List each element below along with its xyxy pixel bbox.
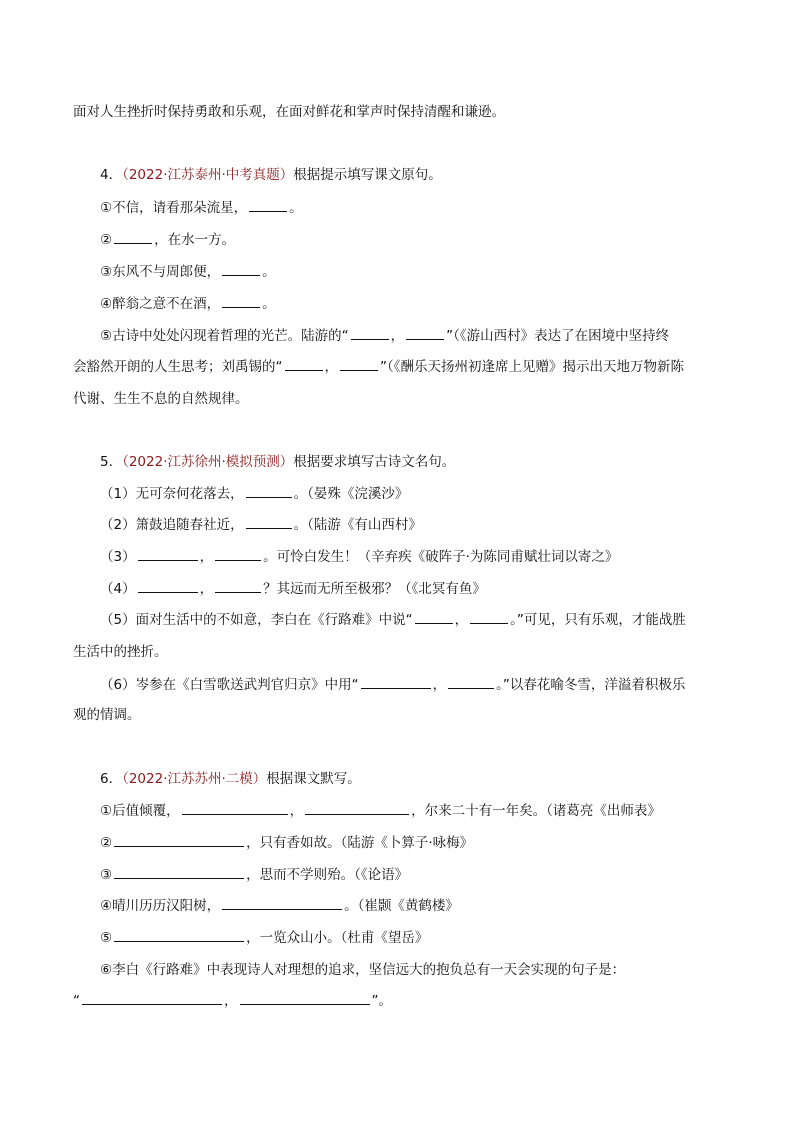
question-prompt: 根据提示填写课文原句。 — [293, 167, 442, 183]
q4-item-2-end: ，在水一方。 — [154, 232, 236, 248]
q5-item-4 — [100, 580, 486, 598]
question-prompt: 根据课文默写。 — [266, 771, 361, 787]
text: 会豁然开朗的人生思考；刘禹锡的“ — [73, 359, 283, 375]
question-number: 5． — [100, 454, 123, 470]
answer-blank[interactable] — [351, 327, 389, 340]
q4-item-4-end: 。 — [262, 296, 276, 312]
q4-item-4-text: ④醉翁之意不在酒， — [100, 296, 221, 312]
q6-item-6-line-2 — [73, 992, 392, 1010]
q4-item-4 — [100, 295, 276, 313]
text: ⑤古诗中处处闪现着哲理的光芒。陆游的“ — [100, 328, 349, 344]
text: ， — [199, 549, 214, 565]
answer-blank[interactable] — [340, 358, 378, 371]
q5-item-2 — [100, 516, 422, 534]
text: ，尔来二十有一年矣。（诸葛亮《出师表》 — [411, 803, 661, 819]
text: ”（《酬乐天扬州初逢席上见赠》揭示出天地万物新陈 — [380, 359, 684, 375]
text: 。（晏殊《浣溪沙》 — [293, 486, 409, 502]
answer-blank[interactable] — [114, 834, 244, 847]
text: ，思而不学则殆。（《论语》 — [246, 867, 409, 883]
answer-blank[interactable] — [448, 676, 494, 689]
question-6-header — [100, 770, 361, 788]
answer-blank[interactable] — [415, 611, 453, 624]
answer-blank[interactable] — [215, 580, 261, 593]
answer-blank[interactable] — [222, 295, 260, 308]
text: ， — [224, 993, 238, 1009]
text: ⑤ — [100, 930, 113, 946]
text: “ — [73, 993, 80, 1009]
text: （3） — [100, 549, 136, 565]
q6-item-6-line-1: ⑥李白《行路难》中表现诗人对理想的追求，坚信远大的抱负总有一天会实现的句子是： — [100, 962, 626, 978]
q5-item-6-line-2: 观的情调。 — [73, 707, 141, 723]
q5-item-5-line-1 — [100, 611, 686, 629]
q6-item-2 — [100, 834, 473, 852]
text: ② — [100, 835, 113, 851]
answer-blank[interactable] — [249, 199, 287, 212]
answer-blank[interactable] — [361, 676, 431, 689]
answer-blank[interactable] — [406, 327, 444, 340]
q5-item-6-line-1 — [100, 676, 685, 694]
answer-blank[interactable] — [114, 231, 152, 244]
text: ”。 — [371, 993, 392, 1009]
text: ③ — [100, 867, 113, 883]
q4-item-3-end: 。 — [262, 264, 276, 280]
answer-blank[interactable] — [215, 548, 261, 561]
q5-item-1 — [100, 485, 408, 503]
question-number: 6． — [100, 771, 123, 787]
text: ④晴川历历汉阳树， — [100, 898, 221, 914]
answer-blank[interactable] — [114, 929, 244, 942]
text: （6）岑参在《白雪歌送武判官归京》中用“ — [100, 677, 359, 693]
text: ， — [324, 359, 338, 375]
text: ①后值倾覆， — [100, 803, 180, 819]
text: （1）无可奈何花落去， — [100, 486, 244, 502]
q5-item-3 — [100, 548, 618, 566]
answer-blank[interactable] — [222, 263, 260, 276]
text: 。（陆游《有山西村》 — [293, 517, 422, 533]
intro-paragraph: 面对人生挫折时保持勇敢和乐观，在面对鲜花和掌声时保持清醒和谦逊。 — [73, 104, 505, 120]
question-4-header — [100, 166, 442, 184]
text: ， — [289, 803, 304, 819]
text: ， — [432, 677, 447, 693]
question-prompt: 根据要求填写古诗文名句。 — [293, 454, 456, 470]
answer-blank[interactable] — [182, 802, 288, 815]
text: 。（崔颢《黄鹤楼》 — [344, 898, 459, 914]
answer-blank[interactable] — [138, 548, 198, 561]
question-number: 4． — [100, 167, 123, 183]
text: ， — [454, 612, 469, 628]
text: 。可怜白发生！（辛弃疾《破阵子·为陈同甫赋壮词以寄之》 — [263, 549, 619, 565]
question-source: （2022·江苏徐州·模拟预测） — [122, 454, 294, 470]
q6-item-4 — [100, 897, 459, 915]
q6-item-3 — [100, 866, 408, 884]
q4-item-1 — [100, 199, 303, 217]
q4-item-2-text: ② — [100, 232, 113, 248]
answer-blank[interactable] — [222, 897, 342, 910]
q4-item-5-line-2 — [73, 358, 684, 376]
answer-blank[interactable] — [285, 358, 323, 371]
text: 。”以春花喻冬雪，洋溢着积极乐 — [496, 677, 686, 693]
answer-blank[interactable] — [138, 580, 198, 593]
answer-blank[interactable] — [305, 802, 409, 815]
q4-item-5-line-3: 代谢、生生不息的自然规律。 — [73, 391, 249, 407]
answer-blank[interactable] — [246, 485, 292, 498]
answer-blank[interactable] — [246, 516, 292, 529]
text: ， — [199, 581, 214, 597]
q5-item-5-line-2: 生活中的挫折。 — [73, 644, 168, 660]
q4-item-5-line-1 — [100, 327, 669, 345]
q4-item-1-text: ①不信，请看那朵流星， — [100, 200, 248, 216]
question-5-header — [100, 453, 455, 471]
text: （2）箫鼓追随春社近， — [100, 517, 244, 533]
q4-item-2 — [100, 231, 235, 249]
text: （4） — [100, 581, 136, 597]
text: ， — [390, 328, 405, 344]
text: ？其远而无所至极邪？（《北冥有鱼》 — [263, 581, 486, 597]
text: ”（《游山西村》表达了在困境中坚持终 — [446, 328, 670, 344]
answer-blank[interactable] — [82, 992, 222, 1005]
answer-blank[interactable] — [470, 611, 508, 624]
text: ，一览众山小。（杜甫《望岳》 — [246, 930, 429, 946]
q6-item-5 — [100, 929, 428, 947]
answer-blank[interactable] — [240, 992, 370, 1005]
question-source: （2022·江苏苏州·二模） — [122, 771, 267, 787]
q4-item-3 — [100, 263, 276, 281]
q6-item-1 — [100, 802, 661, 820]
q4-item-3-text: ③东风不与周郎便， — [100, 264, 221, 280]
text: ，只有香如故。（陆游《卜算子·咏梅》 — [246, 835, 474, 851]
question-source: （2022·江苏泰州·中考真题） — [122, 167, 294, 183]
q4-item-1-end: 。 — [289, 200, 303, 216]
answer-blank[interactable] — [114, 866, 244, 879]
text: （5）面对生活中的不如意，李白在《行路难》中说“ — [100, 612, 413, 628]
text: 。”可见，只有乐观，才能战胜 — [510, 612, 686, 628]
